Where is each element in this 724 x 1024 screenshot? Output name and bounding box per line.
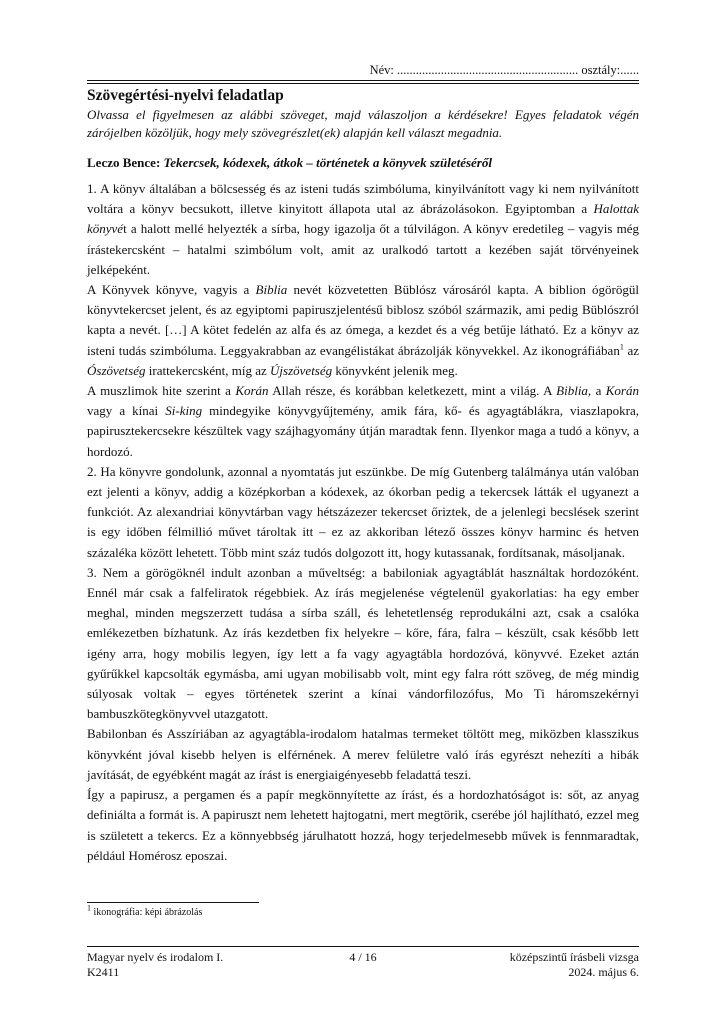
italic-title: Si-king [165, 403, 203, 419]
italic-title: Újszövetség [270, 362, 333, 378]
text-span: A muszlimok hite szerint a [87, 383, 236, 399]
name-class-field: Név: .......................................................... osztály:...... [369, 63, 639, 77]
italic-title: Halottak könyvé [87, 201, 639, 237]
footer-rule [87, 946, 639, 947]
footnote [87, 903, 203, 918]
text-span: Allah része, és korábban keletkezett, mint a világ. A [268, 383, 557, 399]
subject-label: Magyar nyelv és irodalom I. [87, 950, 224, 964]
exam-level: középszintű írásbeli vizsga [509, 950, 639, 964]
source-author: Leczo Bence: [87, 155, 161, 170]
source-title: Tekercsek, kódexek, átkok – történetek a könyvek születéséről [163, 155, 492, 170]
text-span: mindegyike könyvgyűjtemény, amik fára, kő- és agyagtáblákra, viaszlapokra, papirusztekercsekre készültek vagy szájhagyomány útján maradtak fenn. Ilyenkor maga a tudó a könyv, a hordozó. [87, 403, 639, 459]
italic-title: Ószövetség [87, 362, 146, 378]
paragraph-3 [87, 381, 639, 462]
exam-code: K2411 [87, 965, 120, 979]
paragraph-5: 3. Nem a görögöknél indult azonban a műveltség: a babiloniak agyagtáblát használtak hordozóként. Ennél már csak a falfeliratok régebbiek. Az írás megjelenése végtelenül gyakorlatias: ha egy ember meghal, minden megszerzett tudása a sírba száll, és lehetetlenség reprodukálni azt, csak a csalóka emlékezetben bízhatunk. Az írás kezdetben fix helyekre – kőre, fára, falra – készült, csak később lett igény arra, hogy mobilis legyen, így lett a fa vagy agyagtábla hordozóvá, könyvvé. Ezeket aztán gyűrűkkel kapcsolták egymásba, ami ugyan mobilisabb volt, mint egy falra rótt szöveg, de még mindig súlyosak voltak – egyes történetek szerint a kínai vándorfilozófus, Mo Ti háromszekérnyi bambuszkötegkönyvvel utazgatott. [87, 564, 639, 722]
italic-title: Biblia, [556, 383, 592, 399]
text-span: könyvként jelenik meg. [332, 362, 458, 378]
text-span: 1. A könyv általában a bölcsesség és az isteni tudás szimbóluma, kinyilvánított vagy ki nem nyilvánított voltára a könyv becsukott, illetve kinyitott állapota utal az ábrázolásokon. Egyiptomban a [87, 181, 639, 217]
paragraph-7: Így a papirusz, a pergamen és a papír megkönnyítette az írást, és a hordozhatóságot is: sőt, az anyag definiálta a formát is. A papiruszt nem lehetett hajtogatni, mert megtörik, cserébe jól hajlítható, ezzel meg is született a tekercs. Ez a könnyebbség járulhatott hozzá, hogy terjedelmesebb művek is fennmaradtak, például Homérosz eposzai. [87, 787, 639, 863]
footnote-ref: 1 [619, 342, 624, 352]
text-span: a [591, 383, 606, 399]
footnote-text: ikonográfia: képi ábrázolás [91, 907, 203, 918]
footnote-mark: 1 [87, 903, 91, 913]
source-citation [87, 154, 639, 172]
paragraph-1 [87, 179, 639, 280]
footnote-rule [87, 902, 259, 903]
paragraph-6: Babilonban és Asszíriában az agyagtábla-irodalom hatalmas termeket töltött meg, miközben klasszikus könyvként jóval kisebb helyen is elférnének. A merev felületre való írás egyrészt nehezíti a hibák javítását, de egyébként magát az írást is energiaigényesebb feladattá teszi. [87, 726, 639, 782]
page-number: 4 / 16 [349, 950, 377, 964]
paragraph-2 [87, 280, 639, 381]
italic-title: Korán [235, 383, 269, 399]
text-span: vagy a kínai [87, 403, 166, 419]
exam-date: 2024. május 6. [568, 965, 639, 979]
italic-title: Biblia [255, 282, 288, 298]
footer-right [510, 950, 639, 980]
italic-title: Korán [605, 383, 639, 399]
main-content [87, 86, 639, 866]
header-rule [87, 80, 639, 81]
text-span: nevét közvetetten Büblósz városáról kapta. A biblion ógörögül könyvtekercset jelent, és az egyiptomi papiruszjelentésű biblosz szóból származik, ami pedig Büblószról kapta a nevét. […] A kötet fedelén az alfa és az ómega, a kezdet és a vég betűje látható. Ez a könyv az isteni tudás szimbóluma. Leggyakrabban az evangélistákat ábrázolják könyvekkel. Az ikonográfiában [87, 282, 639, 358]
text-span: irattekercsként, míg az [145, 362, 271, 378]
paragraph-4: 2. Ha könyvre gondolunk, azonnal a nyomtatás jut eszünkbe. De míg Gutenberg találmánya után valóban ezt jelenti a könyv, addig a középkorban a kódexek, az ókorban pedig a tekercsek látták el ugyanezt a funkciót. Az alexandriai könyvtárban vagy hétszázezer tekercset őriztek, de a jelenlegi becslések szerint is egy időben félmillió művet tároltak itt – ez az akkoriban létező összes könyv harminc és hetven százaléka között lehetett. Több mint száz tudós dolgozott itt, hogy kutassanak, fordítsanak, másoljanak. [87, 463, 639, 560]
instructions: Olvassa el figyelmesen az alábbi szöveget, majd válaszoljon a kérdésekre! Egyes feladatok végén zárójelben közöljük, hogy mely szövegrészlet(ek) alapján kell választ megadnia. [87, 107, 639, 140]
header-rule-thin [87, 83, 639, 84]
text-span: az [623, 342, 639, 358]
text-span: t a halott mellé helyezték a sírba, hogy igazolja őt a túlvilágon. A könyv eredetileg – vagyis még írástekercsként – hatalmi szimbólum volt, amit az uralkodó tartott a kezében saját törvényeinek jelképeként. [87, 221, 639, 277]
page-title: Szövegértési-nyelvi feladatlap [87, 87, 284, 104]
text-span: A Könyvek könyve, vagyis a [87, 282, 256, 298]
